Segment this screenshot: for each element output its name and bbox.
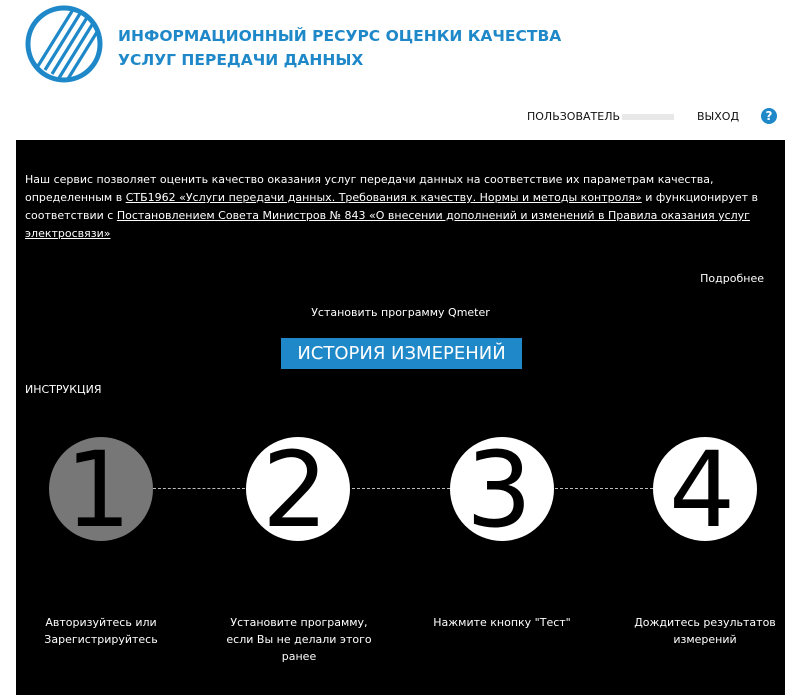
step-3-circle xyxy=(450,429,554,551)
more-link[interactable]: Подробнее xyxy=(700,272,764,285)
install-qmeter-label[interactable]: Установить программу Qmeter xyxy=(311,306,490,319)
step-connector xyxy=(153,488,245,489)
step-2-circle xyxy=(246,429,350,551)
step-3-label: Нажмите кнопку "Тест" xyxy=(433,616,571,629)
top-nav xyxy=(0,108,794,126)
step-connector xyxy=(352,488,450,489)
step-2-label: Установите программу, если Вы не делали этого ранее xyxy=(226,616,372,663)
step-1-circle xyxy=(49,429,153,551)
step-2-number: 2 xyxy=(262,429,329,551)
step-3-number: 3 xyxy=(466,429,533,551)
step-4-circle xyxy=(653,429,757,551)
help-icon[interactable]: ? xyxy=(761,108,777,124)
install-qmeter-link xyxy=(16,306,785,319)
user-label: ПОЛЬЗОВАТЕЛЬ xyxy=(527,110,621,123)
site-title xyxy=(118,24,561,72)
intro-text xyxy=(25,171,777,243)
step-4-number: 4 xyxy=(669,429,736,551)
intro-text-part1: Наш сервис позволяет оценить качество оказания услуг передачи данных на соответствие их параметрам качества, определенным в xyxy=(25,173,714,204)
step-connector xyxy=(555,488,653,489)
header xyxy=(0,0,794,140)
intro-text-part2: и функционирует в соответствии с xyxy=(25,191,758,222)
user-name-redacted xyxy=(622,114,674,120)
stb-standard-link[interactable]: СТБ1962 «Услуги передачи данных. Требования к качеству. Нормы и методы контроля» xyxy=(125,191,642,204)
user-menu[interactable] xyxy=(527,110,674,123)
step-4-label: Дождитесь результатов измерений xyxy=(634,616,776,646)
step-1-label: Авторизуйтесь или Зарегистрируйтесь xyxy=(44,616,158,646)
resolution-link[interactable]: Постановлением Совета Министров № 843 «О внесении дополнений и изменений в Правила оказания услуг электросвязи» xyxy=(25,209,750,240)
striped-circle-logo-icon[interactable] xyxy=(24,4,104,84)
instructions-title: ИНСТРУКЦИЯ xyxy=(25,383,102,396)
main-panel xyxy=(16,140,785,695)
logout-link[interactable]: ВЫХОД xyxy=(697,110,740,123)
history-button[interactable]: ИСТОРИЯ ИЗМЕРЕНИЙ xyxy=(281,338,522,369)
site-title-line2: УСЛУГ ПЕРЕДАЧИ ДАННЫХ xyxy=(118,51,364,69)
step-1-number: 1 xyxy=(65,429,132,551)
site-title-line1: ИНФОРМАЦИОННЫЙ РЕСУРС ОЦЕНКИ КАЧЕСТВА xyxy=(118,27,562,45)
